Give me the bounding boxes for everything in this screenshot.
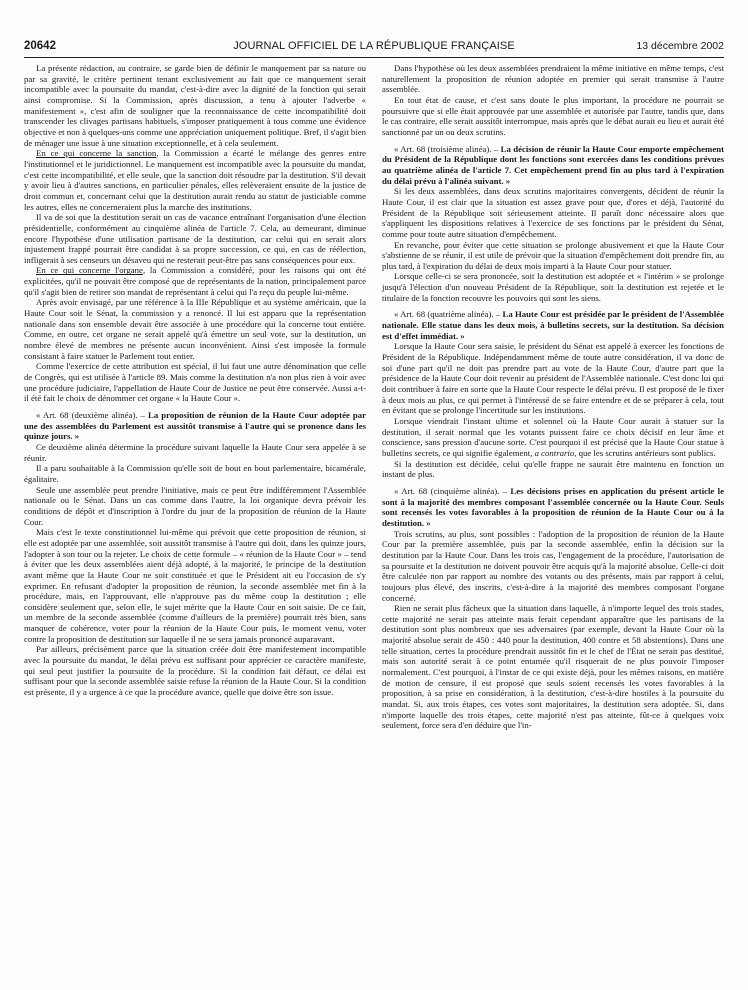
- section-lead-organe: En ce qui concerne l'organe: [36, 265, 143, 276]
- paragraph: Ce deuxième alinéa détermine la procédure suivant laquelle la Haute Cour sera appelée à se réunir.: [24, 441, 366, 463]
- paragraph: Si les deux assemblées, dans deux scrutins majoritaires convergents, décident de réunir la Haute Cour, il est clair que la situation est assez grave pour que, d'ores et déjà, l'autorité du Président de la République soit sérieusement atteinte. Il paraît donc nécessaire alors que s'appliquent les dispositions relatives à l'exercice de ses fonctions par le président du Sénat, comme pour toute autre situation d'empêchement.: [382, 186, 724, 239]
- paragraph: Dans l'hypothèse où les deux assemblées prendraient la même initiative en même temps, c'est naturellement la proposition de réunion adoptée en premier qui serait transmise à l'autre assemblée.: [382, 63, 724, 95]
- left-column: [24, 63, 366, 698]
- paragraph: Lorsque celle-ci se sera prononcée, soit la destitution est adoptée et « l'intérim » se prolonge jusqu'à l'élection d'un nouveau Président de la République, soit la destitution est rejetée et le titulaire de la fonction recouvre les pouvoirs qui sont les siens.: [382, 271, 724, 303]
- publication-date: 13 décembre 2002: [636, 40, 724, 52]
- section-lead-sanction: En ce qui concerne la sanction: [36, 148, 157, 159]
- paragraph: Par ailleurs, précisément parce que la situation créée doit être manifestement incompatible avec la poursuite du mandat, le délai prévu est suffisant pour apprécier ce caractère manifeste, qui seul peut justifier la poursuite de la procédure. Si la condition fait défaut, ce délai est suffisant pour que la seconde assemblée saisie refuse la réunion de la Haute Cour. Si la condition est présente, il y a urgence à ce que la procédure avance, quelle que doive être son issue.: [24, 644, 366, 698]
- paragraph: Trois scrutins, au plus, sont possibles : l'adoption de la proposition de réunion de la Haute Cour par la première assemblée, puis par la seconde assemblée, enfin la décision sur la destitution par la Haute Cour. Dans les trois cas, l'engagement de la procédure, l'autorisation de sa poursuite et la destitution ne doivent pouvoir être acquis qu'à la majorité absolue. Celle-ci doit être calculée non par rapport au nombre des votants ou des présents, mais par rapport à celui, toujours plus élevé, des inscrits, c'est-à-dire à la majorité des membres composant l'organe concerné.: [382, 528, 724, 603]
- article-quote: « Art. 68 (cinquième alinéa). – Les décisions prises en application du présent article le sont à la majorité des membres composant l'assemblée concernée ou la Haute Cour. Seuls sont recensés les votes favorables à la proposition de réunion de la Haute Cour ou à la destitution. »: [382, 485, 724, 528]
- journal-title: JOURNAL OFFICIEL DE LA RÉPUBLIQUE FRANÇAISE: [233, 40, 515, 52]
- paragraph: Mais c'est le texte constitutionnel lui-même qui prévoit que cette proposition de réunion, si elle est adoptée par une assemblée, soit aussitôt transmise à l'autre qui doit, dans les quinze jours, l'adopter à son tour ou la rejeter. Le choix de cette formule – « réunion de la Haute Cour » – tend à éviter que les deux assemblées aient déjà adopté, à la majorité, le principe de la destitution avant même que la Haute Cour ne soit constituée et que le Président ait eu l'occasion de s'y exprimer. En refusant d'adopter la proposition de réunion, la seconde assemblée met fin à la procédure, mais, en l'approuvant, elle n'approuve pas du même coup la destitution ; elle considère seulement que, selon elle, le sujet mérite que la Haute Cour en soit saisie. De ce fait, un membre de la seconde assemblée (comme d'ailleurs de la première) pourrait très bien, sans manquer de cohérence, voter pour la réunion de la Haute Cour puis, le moment venu, voter contre la proposition de destitution sur laquelle il ne se sera jamais prononcé auparavant.: [24, 527, 366, 644]
- paragraph: Lorsque la Haute Cour sera saisie, le président du Sénat est appelé à exercer les fonctions de Président de la République. Indépendamment même de toute autre considération, il va donc de soi d'une part qu'il ne doit pas prendre part au vote de la Haute Cour, d'autre part que la présidence de la Haute Cour doit revenir au président de l'Assemblée nationale. C'est donc lui qui doit contribuer à faire en sorte que la Haute Cour respecte le délai prévu. Il est proposé de le fixer à deux mois au plus, ce qui permet à l'intéressé de se faire entendre et de se préparer à cela, tout en évitant que se prolonge l'incertitude sur les institutions.: [382, 341, 724, 416]
- page-number: 20642: [24, 40, 56, 52]
- paragraph: Il va de soi que la destitution serait un cas de vacance entraînant l'organisation d'une élection présidentielle, conformément au cinquième alinéa de l'article 7. Cela, au demeurant, diminue encore l'hypothèse d'une utilisation partisane de la destitution, car celui qui en serait alors injustement frappé pourrait être candidat à sa propre succession, ce qui, en cas de réélection, infligerait à ses censeurs un désaveu qui ne resterait peut-être pas sans conséquences pour eux.: [24, 212, 366, 265]
- paragraph: En ce qui concerne la sanction, la Commission a écarté le mélange des genres entre l'institutionnel et le juridictionnel. Le manquement est incompatible avec la poursuite du mandat, c'est cette incompatibilité, et elle seule, que la sanction doit résoudre par la destitution. S'il devait y avoir lieu à d'autres sanctions, en particulier pénales, elles relèveraient ensuite de la justice de droit commun et, concernant celui que la destitution aurait rendu au statut de justiciable comme les autres, elles ne concerneraient plus la marche des institutions.: [24, 148, 367, 212]
- article-quote: « Art. 68 (quatrième alinéa). – La Haute Cour est présidée par le président de l'Assemblée nationale. Elle statue dans les deux mois, à bulletins secrets, sur la destitution. Sa décision est d'effet immédiat. »: [382, 309, 724, 341]
- paragraph: Il a paru souhaitable à la Commission qu'elle soit de bout en bout parlementaire, bicamérale, égalitaire.: [24, 463, 366, 484]
- paragraph: En ce qui concerne l'organe, la Commission a considéré, pour les raisons qui ont été explicitées, qu'il ne pouvait être composé que de représentants de la nation, principalement parce qu'il s'agit bien de retirer son mandat de représentant à celui qui l'a reçu du peuple lui-même.: [24, 265, 366, 297]
- italic-phrase: a contrario: [534, 447, 575, 458]
- article-quote: « Art. 68 (troisième alinéa). – La décision de réunir la Haute Cour emporte empêchement du Président de la République dont les fonctions sont exercées dans les conditions prévues au quatrième alinéa de l'article 7. Cet empêchement prend fin au plus tard à l'expiration du délai prévu à l'alinéa suivant. »: [382, 143, 724, 186]
- paragraph: Lorsque viendrait l'instant ultime et solennel où la Haute Cour aurait à statuer sur la destitution, il serait normal que les votants puissent faire ce choix décisif en leur âme et conscience, sans pression d'aucune sorte. C'est pourquoi il est précisé que la Haute Cour statue à bulletins secrets, ce qui signifie également, a contrario, que les scrutins antérieurs sont publics.: [382, 416, 724, 458]
- paragraph: En revanche, pour éviter que cette situation se prolonge abusivement et que la Haute Cour s'abstienne de se réunir, il est utile de prévoir que la situation d'empêchement doit prendre fin, au plus tard, à l'expiration du délai de deux mois imparti à la Haute Cour pour statuer.: [382, 239, 724, 271]
- paragraph: La présente rédaction, au contraire, se garde bien de définir le manquement par sa nature ou par sa gravité, le critère pertinent tenant exclusivement au fait que ce manquement serait incompatible avec la poursuite du mandat, c'est-à-dire avec la dignité de la fonction qui serait ainsi compromise. Si la Commission, après discussion, a tenu à ajouter l'adverbe « manifestement », c'est afin de souligner que la reconnaissance de cette incompatibilité doit transcender les clivages partisans habituels, s'imposer pratiquement à tous comme une évidence objective et non à quelques-uns comme une appréciation uniquement politique. Bref, il s'agit bien de ménager une issue à une situation exceptionnelle, et à cela seulement.: [24, 63, 367, 148]
- page-header: [24, 40, 724, 56]
- paragraph: Seule une assemblée peut prendre l'initiative, mais ce peut être indifféremment l'Assemblée nationale ou le Sénat. Dans un cas comme dans l'autre, la loi organique devra prévoir les conditions de dépôt et d'inscription à l'ordre du jour de la proposition de réunion de la Haute Cour.: [24, 484, 366, 527]
- article-quote: « Art. 68 (deuxième alinéa). – La proposition de réunion de la Haute Cour adoptée par une des assemblées du Parlement est aussitôt transmise à l'autre qui se prononce dans les quinze jours. »: [24, 410, 366, 442]
- paragraph: Comme l'exercice de cette attribution est spécial, il lui faut une autre dénomination que celle de Congrès, qui est utilisée à l'article 89. Mais comme la destitution n'a non plus rien à voir avec une procédure judiciaire, l'appellation de Haute Cour de Justice ne peut être conservée. Aussi a-t-il été fait le choix de dénommer cet organe « la Haute Cour ».: [24, 361, 366, 404]
- header-rule: [24, 57, 724, 58]
- right-column: [382, 63, 724, 731]
- paragraph: Si la destitution est décidée, celui qu'elle frappe ne saurait être maintenu en fonction un instant de plus.: [382, 458, 724, 480]
- paragraph: Après avoir envisagé, par une référence à la IIIe République et au système américain, que la Haute Cour soit le Sénat, la commission y a renoncé. Il lui est apparu que la représentation nationale dans son ensemble devait être associée à une procédure qui la concerne tout entière. Comme, en outre, cet organe ne serait appelé qu'à émettre un seul vote, sur la destitution, un nombre élevé de membres ne présente aucun inconvénient. Ainsi s'est imposée la formule consistant à faire statuer le Parlement tout entier.: [24, 297, 366, 361]
- paragraph: En tout état de cause, et c'est sans doute le plus important, la procédure ne pourrait se poursuivre que si elle était approuvée par une assemblée et autorisée par l'autre, tandis que, dans le cas contraire, elle serait aussitôt interrompue, mais après que le débat aurait eu lieu et aurait été sanctionné par un ou deux scrutins.: [382, 94, 724, 137]
- paragraph: Rien ne serait plus fâcheux que la situation dans laquelle, à n'importe lequel des trois stades, cette majorité ne serait pas atteinte mais ferait cependant apparaître que les partisans de la destitution sont plus nombreux que ses adversaires (par exemple, devant la Haute Cour où la majorité absolue serait de 450 : 440 pour la destitution, 400 contre et 58 abstentions). Dans une telle situation, certes la procédure prendrait aussitôt fin et le chef de l'État ne serait pas destitué, mais son autorité serait à ce point entamée qu'il risquerait de ne plus pouvoir l'imposer normalement. C'est pourquoi, à l'instar de ce qui existe déjà, pour les mêmes raisons, en matière de motion de censure, il est proposé que seuls soient recensés les votes favorables à la proposition, à sa prise en considération, à la destitution, c'est-à-dire hostiles à la poursuite du mandat. Si, aux trois étapes, ces votes sont majoritaires, la destitution sera adoptée. Si, dans n'importe laquelle des trois étapes, cette majorité n'est pas atteinte, fût-ce à quelques voix seulement, force sera d'en déduire que l'in-: [382, 603, 724, 731]
